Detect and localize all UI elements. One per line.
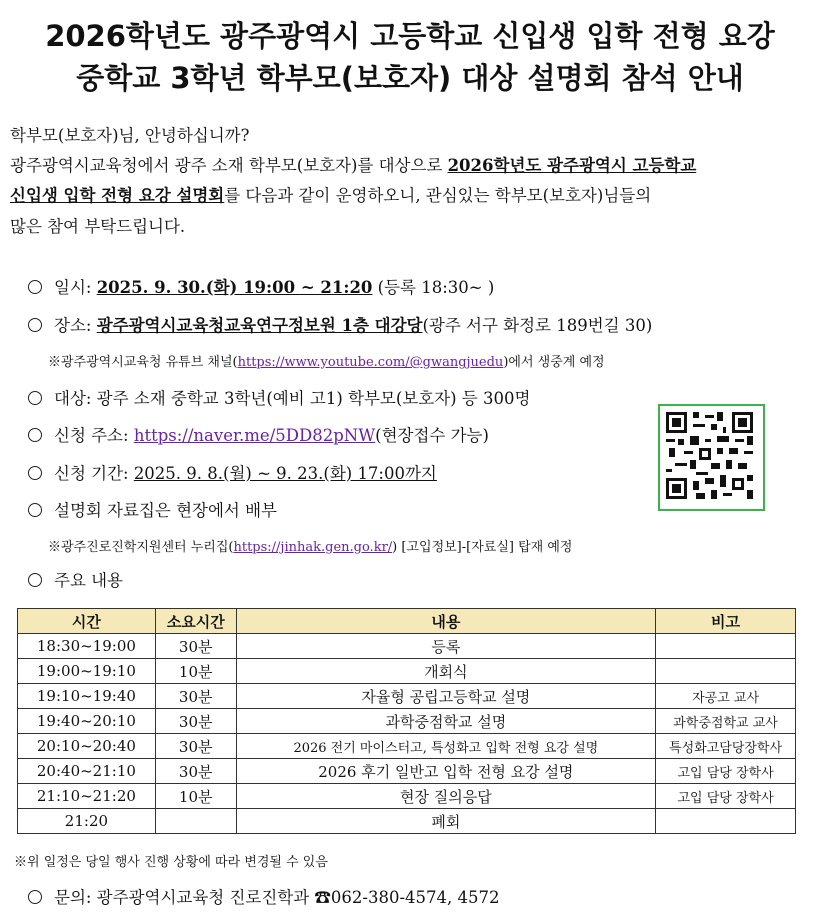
cell-content: 과학중점학교 설명	[236, 709, 655, 734]
qr-code-icon[interactable]	[658, 404, 765, 511]
cell-time: 19:10~19:40	[18, 684, 156, 709]
intro-text: 광주광역시교육청에서 광주 소재 학부모(보호자)를 대상으로	[10, 156, 448, 175]
table-row	[18, 684, 796, 709]
cell-duration	[155, 809, 236, 834]
cell-content: 자율형 공립고등학교 설명	[236, 684, 655, 709]
circle-bullet-icon	[28, 573, 42, 587]
item-target	[28, 391, 530, 408]
circle-bullet-icon	[28, 280, 42, 294]
qr-code-graphic	[666, 412, 753, 499]
greeting: 학부모(보호자)님, 안녕하십니까?	[10, 126, 250, 145]
date-note: (등록 18:30~ )	[372, 278, 495, 297]
title-line-2: 중학교 3학년 학부모(보호자) 대상 설명회 참석 안내	[76, 61, 744, 95]
circle-bullet-icon	[28, 318, 42, 332]
cell-remarks: 고입 담당 장학사	[656, 759, 796, 784]
item-main-content	[28, 573, 123, 590]
intro-paragraph-line-2	[10, 188, 651, 205]
circle-bullet-icon	[28, 503, 42, 517]
cell-time: 19:00~19:10	[18, 659, 156, 684]
cell-content: 2026 전기 마이스터고, 특성화고 입학 전형 요강 설명	[236, 734, 655, 759]
cell-content: 2026 후기 일반고 입학 전형 요강 설명	[236, 759, 655, 784]
header-remarks: 비고	[656, 609, 796, 634]
item-contact	[28, 890, 500, 907]
place-note: (광주 서구 화정로 189번길 30)	[422, 316, 653, 335]
table-row	[18, 709, 796, 734]
circle-bullet-icon	[28, 466, 42, 480]
period-value: 2025. 9. 8.(월) ~ 9. 23.(화) 17:00까지	[133, 464, 437, 483]
circle-bullet-icon	[28, 391, 42, 405]
item-place	[28, 318, 652, 335]
table-row	[18, 759, 796, 784]
circle-bullet-icon	[28, 890, 42, 904]
cell-duration: 30분	[155, 634, 236, 659]
materials-post: ) [고입정보]-[자료실] 탑재 예정	[392, 540, 573, 555]
header-time: 시간	[18, 609, 156, 634]
youtube-note	[48, 356, 605, 369]
intro-paragraph-line-3: 많은 참여 부탁드립니다.	[10, 217, 186, 236]
cell-remarks: 자공고 교사	[656, 684, 796, 709]
table-row	[18, 659, 796, 684]
cell-time: 18:30~19:00	[18, 634, 156, 659]
header-duration: 소요시간	[155, 609, 236, 634]
cell-duration: 30분	[155, 709, 236, 734]
item-apply	[28, 428, 489, 445]
table-row	[18, 734, 796, 759]
cell-remarks: 특성화고담당장학사	[656, 734, 796, 759]
cell-time: 19:40~20:10	[18, 709, 156, 734]
cell-content: 등록	[236, 634, 655, 659]
cell-remarks	[656, 809, 796, 834]
cell-time: 21:10~21:20	[18, 784, 156, 809]
cell-duration: 10분	[155, 659, 236, 684]
intro-text-2: 를 다음과 같이 운영하오니, 관심있는 학부모(보호자)님들의	[224, 186, 652, 205]
cell-time: 20:10~20:40	[18, 734, 156, 759]
event-name: 2026학년도 광주광역시 고등학교	[447, 156, 697, 175]
main-content-label: 주요 내용	[54, 571, 124, 590]
table-row	[18, 784, 796, 809]
cell-duration: 30분	[155, 684, 236, 709]
item-date	[28, 280, 494, 297]
cell-remarks	[656, 659, 796, 684]
cell-content: 폐회	[236, 809, 655, 834]
apply-link[interactable]: https://naver.me/5DD82pNW	[133, 426, 376, 445]
table-header-row	[18, 609, 796, 634]
period-label: 신청 기간:	[54, 464, 134, 483]
cell-duration: 30분	[155, 759, 236, 784]
cell-content: 현장 질의응답	[236, 784, 655, 809]
event-name-cont: 신입생 입학 전형 요강 설명회	[10, 186, 225, 205]
youtube-link[interactable]: https://www.youtube.com/@gwangjuedu	[237, 355, 504, 370]
cell-duration: 30분	[155, 734, 236, 759]
item-period	[28, 466, 437, 483]
apply-label: 신청 주소:	[54, 426, 134, 445]
intro-paragraph-line-1	[10, 158, 696, 175]
schedule-notice: ※위 일정은 당일 행사 진행 상황에 따라 변경될 수 있음	[14, 855, 328, 870]
table-row	[18, 634, 796, 659]
place-label: 장소:	[54, 316, 97, 335]
materials-pre: ※광주진로진학지원센터 누리집(	[48, 540, 234, 555]
contact-text: 문의: 광주광역시교육청 진로진학과 ☎062-380-4574, 4572	[54, 888, 500, 907]
date-value: 2025. 9. 30.(화) 19:00 ~ 21:20	[96, 278, 373, 297]
header-content: 내용	[236, 609, 655, 634]
youtube-post: )에서 생중계 예정	[503, 355, 605, 370]
item-materials	[28, 503, 277, 520]
table-row	[18, 809, 796, 834]
cell-remarks: 과학중점학교 교사	[656, 709, 796, 734]
cell-duration: 10분	[155, 784, 236, 809]
cell-content: 개회식	[236, 659, 655, 684]
cell-remarks	[656, 634, 796, 659]
cell-time: 21:20	[18, 809, 156, 834]
materials-note	[48, 541, 572, 554]
schedule-table	[17, 608, 796, 834]
title-line-1: 2026학년도 광주광역시 고등학교 신입생 입학 전형 요강	[45, 19, 775, 53]
apply-note: (현장접수 가능)	[375, 426, 489, 445]
circle-bullet-icon	[28, 428, 42, 442]
youtube-pre: ※광주광역시교육청 유튜브 채널(	[48, 355, 238, 370]
cell-remarks: 고입 담당 장학사	[656, 784, 796, 809]
date-label: 일시:	[54, 278, 97, 297]
cell-time: 20:40~21:10	[18, 759, 156, 784]
place-value: 광주광역시교육청교육연구정보원 1층 대강당	[96, 316, 423, 335]
materials-text: 설명회 자료집은 현장에서 배부	[54, 501, 277, 520]
materials-link[interactable]: https://jinhak.gen.go.kr/	[233, 540, 393, 555]
target-text: 대상: 광주 소재 중학교 3학년(예비 고1) 학부모(보호자) 등 300명	[54, 389, 531, 408]
